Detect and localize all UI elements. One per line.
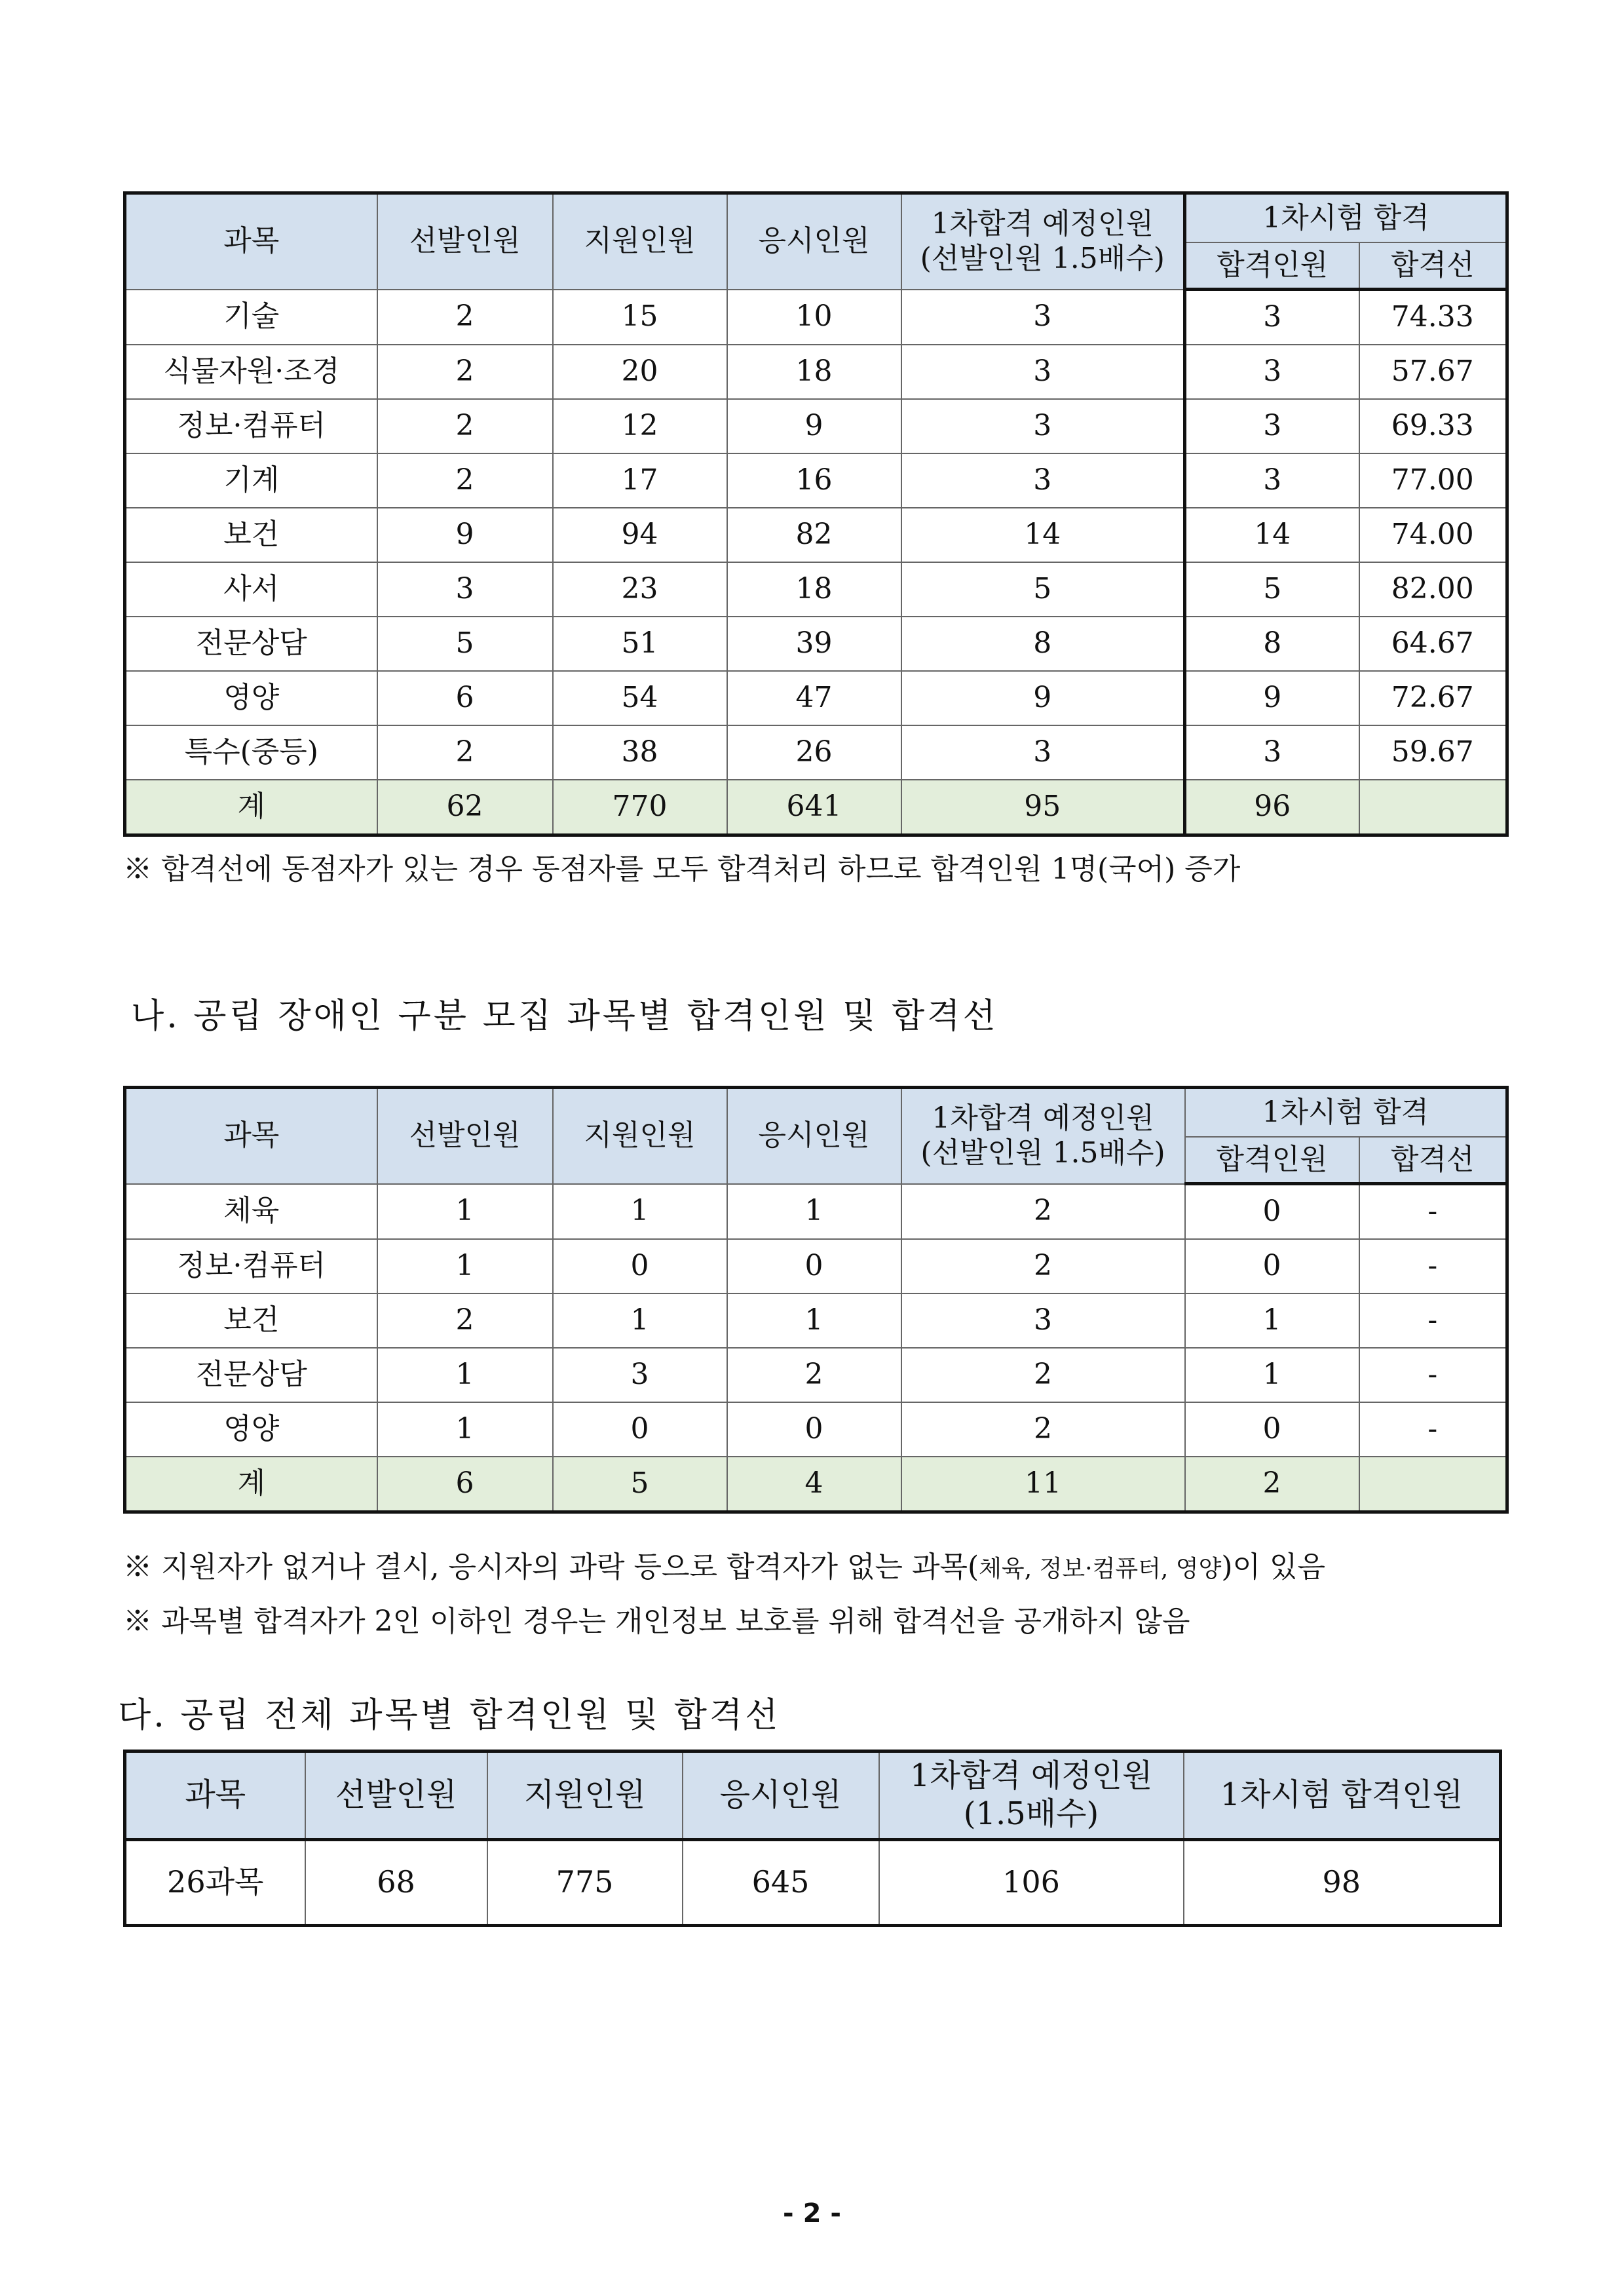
header-first-exam: 1차시험 합격 (1185, 1088, 1507, 1138)
page-number: - 2 - (783, 2198, 841, 2229)
cell-cutoff: 82.00 (1359, 562, 1507, 617)
cell-tested: 18 (727, 562, 901, 617)
cell-passed: 3 (1185, 453, 1359, 508)
cell-expected: 2 (901, 1184, 1185, 1240)
header-subject: 과목 (125, 1088, 377, 1184)
table-row (125, 290, 1507, 345)
table-row (125, 453, 1507, 508)
cell-subject: 정보·컴퓨터 (125, 399, 377, 453)
cell-cutoff: 74.00 (1359, 508, 1507, 562)
cell-subject: 전문상담 (125, 617, 377, 671)
cell-passed: 8 (1185, 617, 1359, 671)
cell-passed: 0 (1185, 1184, 1359, 1240)
cell-tested: 1 (727, 1293, 901, 1348)
cell-cutoff: - (1359, 1239, 1507, 1293)
note-tie: ※ 합격선에 동점자가 있는 경우 동점자를 모두 합격처리 하므로 합격인원 1명(국어) 증가 (123, 852, 1241, 886)
cell-selected: 6 (377, 671, 553, 725)
cell-tested: 18 (727, 345, 901, 399)
cell-applied: 0 (553, 1402, 727, 1457)
header-applied: 지원인원 (487, 1751, 683, 1840)
cell-subject: 정보·컴퓨터 (125, 1239, 377, 1293)
cell-applied: 12 (553, 399, 727, 453)
cell-tested: 10 (727, 290, 901, 345)
header-pass-count: 합격인원 (1185, 1137, 1359, 1184)
cell-expected: 5 (901, 562, 1185, 617)
header-expected-line1: 1차합격 예정인원 (931, 206, 1154, 240)
cell-cutoff: 59.67 (1359, 725, 1507, 780)
cell-applied: 1 (553, 1184, 727, 1240)
cell-expected: 2 (901, 1348, 1185, 1402)
cell-selected: 2 (377, 725, 553, 780)
header-expected-line2: (선발인원 1.5배수) (920, 241, 1165, 275)
cell-subject: 사서 (125, 562, 377, 617)
cell-expected: 8 (901, 617, 1185, 671)
cell-tested: 0 (727, 1402, 901, 1457)
cell-selected: 3 (377, 562, 553, 617)
cell-selected: 1 (377, 1402, 553, 1457)
cell-expected: 14 (901, 508, 1185, 562)
cell-passed: 0 (1185, 1402, 1359, 1457)
cell-tested: 16 (727, 453, 901, 508)
section-b-title: 나. 공립 장애인 구분 모집 과목별 합격인원 및 합격선 (131, 997, 998, 1036)
cell-expected: 2 (901, 1239, 1185, 1293)
cell-selected: 1 (377, 1348, 553, 1402)
cell-passed: 3 (1185, 725, 1359, 780)
cell-cutoff: 74.33 (1359, 290, 1507, 345)
table-overall-results (123, 1750, 1502, 1927)
table-row (125, 508, 1507, 562)
header-expected (901, 1088, 1185, 1184)
cell-applied: 17 (553, 453, 727, 508)
header-pass-line: 합격선 (1359, 1137, 1507, 1184)
cell-passed: 3 (1185, 399, 1359, 453)
cell-passed: 96 (1185, 780, 1359, 835)
cell-subject: 계 (125, 780, 377, 835)
cell-expected: 3 (901, 399, 1185, 453)
cell-expected: 3 (901, 345, 1185, 399)
cell-applied: 51 (553, 617, 727, 671)
header-tested: 응시인원 (683, 1751, 879, 1840)
cell-passed: 5 (1185, 562, 1359, 617)
cell-subject: 계 (125, 1457, 377, 1512)
header-subject: 과목 (125, 193, 377, 290)
total-row (125, 1457, 1507, 1512)
header-selected: 선발인원 (377, 193, 553, 290)
cell-subject: 특수(중등) (125, 725, 377, 780)
header-expected (879, 1751, 1184, 1840)
header-tested: 응시인원 (727, 193, 901, 290)
cell-cutoff: 69.33 (1359, 399, 1507, 453)
table-row (125, 345, 1507, 399)
cell-expected: 95 (901, 780, 1185, 835)
cell-tested: 1 (727, 1184, 901, 1240)
header-applied: 지원인원 (553, 193, 727, 290)
cell-tested: 39 (727, 617, 901, 671)
table-row (125, 1348, 1507, 1402)
cell-applied: 1 (553, 1293, 727, 1348)
table-row (125, 1239, 1507, 1293)
cell-applied: 15 (553, 290, 727, 345)
table-subject-results (123, 191, 1509, 837)
cell-tested: 641 (727, 780, 901, 835)
header-expected-line2: (1.5배수) (963, 1795, 1099, 1832)
cell-subject: 26과목 (125, 1840, 305, 1926)
header-subject: 과목 (125, 1751, 305, 1840)
cell-cutoff: 72.67 (1359, 671, 1507, 725)
header-applied: 지원인원 (553, 1088, 727, 1184)
table-row (125, 399, 1507, 453)
cell-cutoff: - (1359, 1348, 1507, 1402)
table-row (125, 617, 1507, 671)
cell-applied: 38 (553, 725, 727, 780)
cell-expected: 3 (901, 290, 1185, 345)
cell-selected: 2 (377, 453, 553, 508)
cell-selected: 2 (377, 399, 553, 453)
cell-applied: 94 (553, 508, 727, 562)
cell-passed: 14 (1185, 508, 1359, 562)
header-expected-line2: (선발인원 1.5배수) (920, 1136, 1165, 1170)
cell-tested: 9 (727, 399, 901, 453)
cell-applied: 20 (553, 345, 727, 399)
table-row (125, 671, 1507, 725)
note-no-passers-b: 체육, 정보·컴퓨터, 영양 (979, 1556, 1222, 1582)
header-selected: 선발인원 (305, 1751, 487, 1840)
header-expected-line1: 1차합격 예정인원 (909, 1757, 1153, 1795)
cell-tested: 47 (727, 671, 901, 725)
note-privacy: ※ 과목별 합격자가 2인 이하인 경우는 개인정보 보호를 위해 합격선을 공개하지 않음 (123, 1605, 1190, 1638)
cell-subject: 식물자원·조경 (125, 345, 377, 399)
header-first-exam: 1차시험 합격 (1185, 193, 1507, 243)
cell-expected: 3 (901, 725, 1185, 780)
cell-passed: 9 (1185, 671, 1359, 725)
cell-passed: 1 (1185, 1348, 1359, 1402)
cell-cutoff: - (1359, 1402, 1507, 1457)
cell-selected: 2 (377, 290, 553, 345)
cell-subject: 체육 (125, 1184, 377, 1240)
cell-expected: 3 (901, 453, 1185, 508)
cell-applied: 54 (553, 671, 727, 725)
cell-expected: 2 (901, 1402, 1185, 1457)
cell-applied: 5 (553, 1457, 727, 1512)
cell-expected: 106 (879, 1840, 1184, 1926)
cell-subject: 기술 (125, 290, 377, 345)
cell-expected: 9 (901, 671, 1185, 725)
cell-passed: 1 (1185, 1293, 1359, 1348)
cell-cutoff: - (1359, 1184, 1507, 1240)
cell-tested: 0 (727, 1239, 901, 1293)
cell-subject: 보건 (125, 508, 377, 562)
cell-selected: 68 (305, 1840, 487, 1926)
cell-passed: 3 (1185, 290, 1359, 345)
cell-selected: 5 (377, 617, 553, 671)
cell-selected: 2 (377, 345, 553, 399)
cell-passed: 2 (1185, 1457, 1359, 1512)
cell-cutoff (1359, 1457, 1507, 1512)
cell-applied: 0 (553, 1239, 727, 1293)
cell-expected: 3 (901, 1293, 1185, 1348)
cell-selected: 1 (377, 1239, 553, 1293)
table-row (125, 1184, 1507, 1240)
note-no-passers-c: )이 있음 (1221, 1550, 1326, 1584)
table-disabled-results (123, 1086, 1509, 1514)
cell-selected: 1 (377, 1184, 553, 1240)
cell-passed: 98 (1184, 1840, 1501, 1926)
cell-selected: 9 (377, 508, 553, 562)
cell-subject: 기계 (125, 453, 377, 508)
cell-tested: 2 (727, 1348, 901, 1402)
table-row (125, 1293, 1507, 1348)
cell-subject: 영양 (125, 671, 377, 725)
cell-tested: 26 (727, 725, 901, 780)
cell-tested: 645 (683, 1840, 879, 1926)
cell-expected: 11 (901, 1457, 1185, 1512)
note-no-passers (123, 1543, 1325, 1585)
cell-subject: 보건 (125, 1293, 377, 1348)
table-row (125, 725, 1507, 780)
cell-applied: 3 (553, 1348, 727, 1402)
header-pass-line: 합격선 (1359, 242, 1507, 290)
cell-cutoff: 57.67 (1359, 345, 1507, 399)
table-row (125, 1840, 1501, 1926)
header-pass-count: 합격인원 (1185, 242, 1359, 290)
header-expected (901, 193, 1185, 290)
total-row (125, 780, 1507, 835)
table-row (125, 1402, 1507, 1457)
cell-cutoff: 77.00 (1359, 453, 1507, 508)
cell-passed: 3 (1185, 345, 1359, 399)
cell-cutoff: - (1359, 1293, 1507, 1348)
cell-selected: 62 (377, 780, 553, 835)
header-expected-line1: 1차합격 예정인원 (932, 1101, 1154, 1135)
cell-applied: 775 (487, 1840, 683, 1926)
section-c-title: 다. 공립 전체 과목별 합격인원 및 합격선 (118, 1696, 781, 1735)
cell-selected: 2 (377, 1293, 553, 1348)
cell-subject: 영양 (125, 1402, 377, 1457)
cell-applied: 770 (553, 780, 727, 835)
cell-subject: 전문상담 (125, 1348, 377, 1402)
note-no-passers-a: ※ 지원자가 없거나 결시, 응시자의 과락 등으로 합격자가 없는 과목( (123, 1550, 979, 1584)
cell-passed: 0 (1185, 1239, 1359, 1293)
cell-selected: 6 (377, 1457, 553, 1512)
header-first-pass: 1차시험 합격인원 (1184, 1751, 1501, 1840)
cell-cutoff (1359, 780, 1507, 835)
header-selected: 선발인원 (377, 1088, 553, 1184)
cell-cutoff: 64.67 (1359, 617, 1507, 671)
cell-applied: 23 (553, 562, 727, 617)
table-row (125, 562, 1507, 617)
header-tested: 응시인원 (727, 1088, 901, 1184)
cell-tested: 82 (727, 508, 901, 562)
cell-tested: 4 (727, 1457, 901, 1512)
